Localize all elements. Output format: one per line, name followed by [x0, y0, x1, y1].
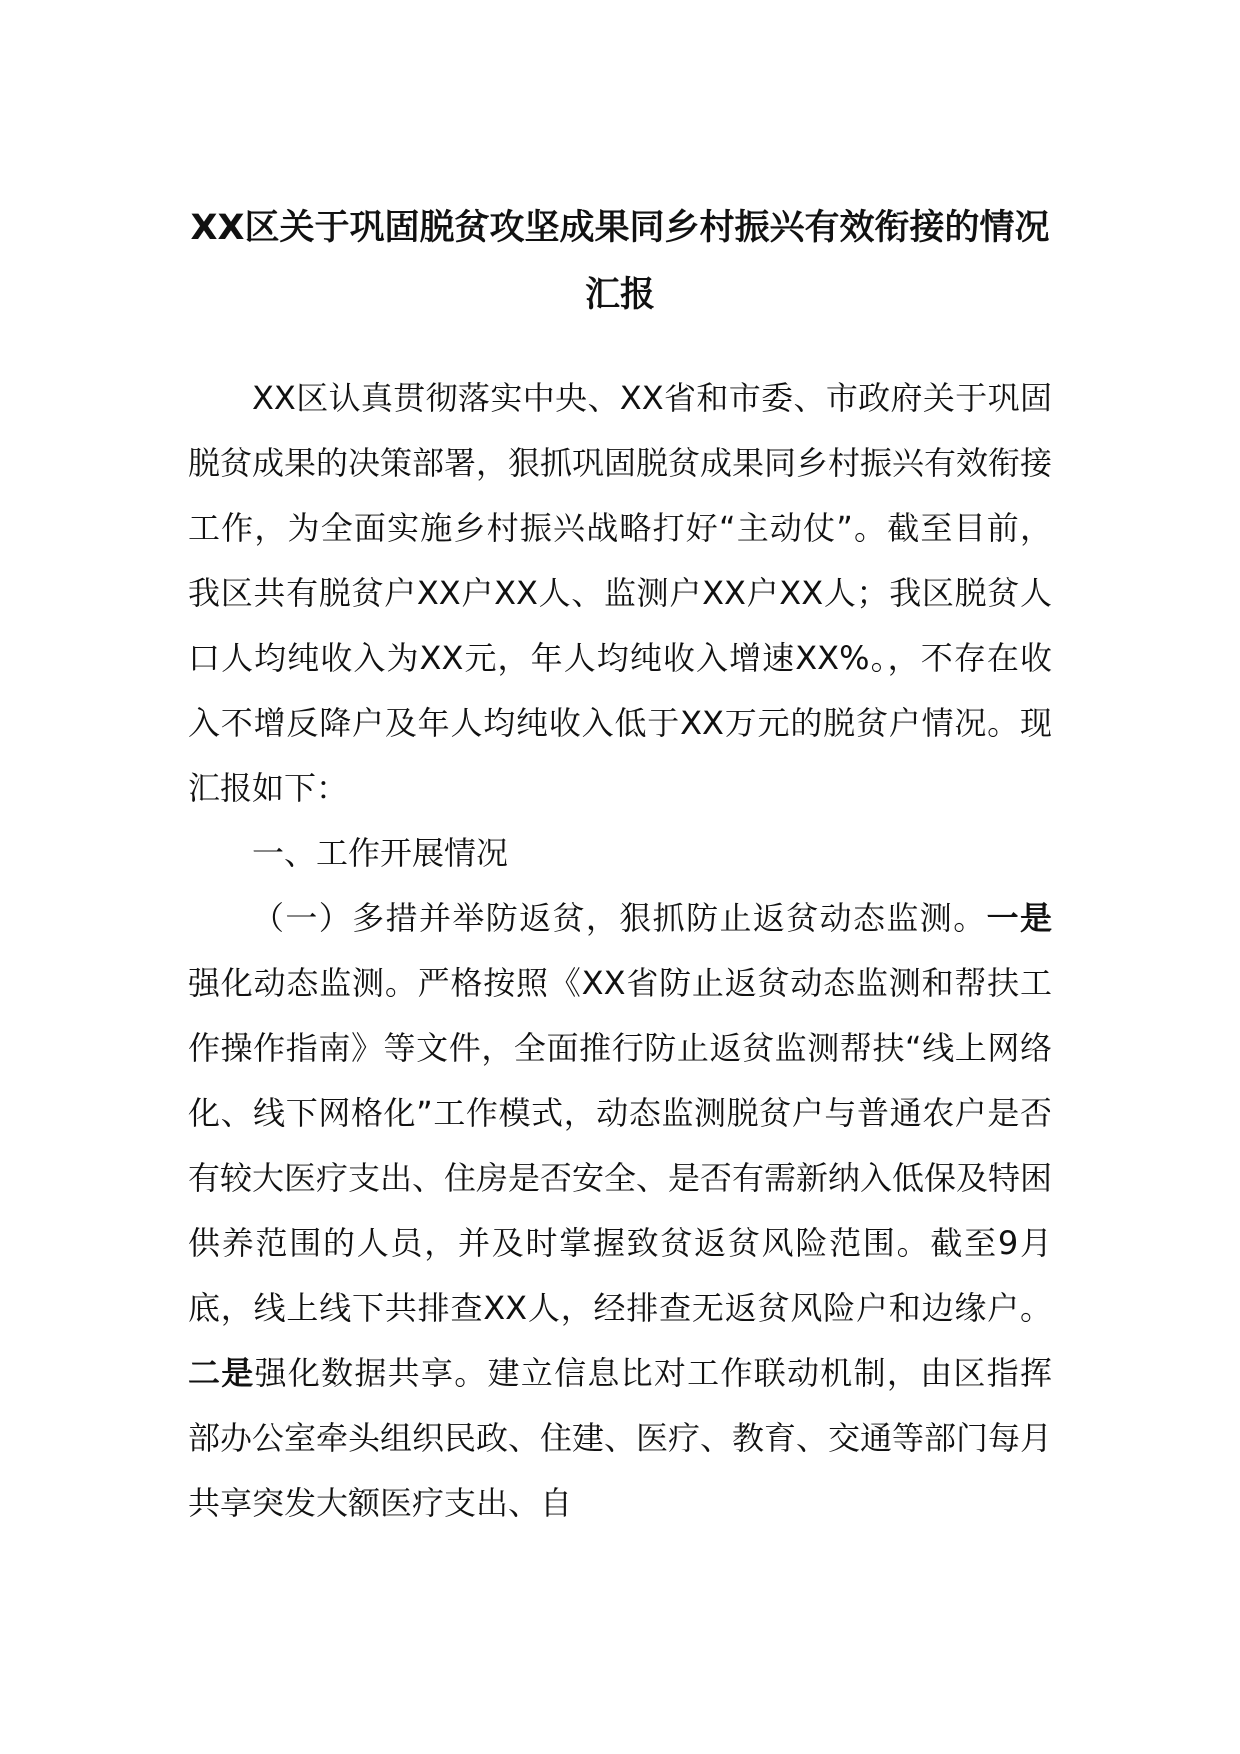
subsection-paragraph — [188, 886, 1052, 1536]
subsection-heading: （一）多措并举防返贫，狠抓防止返贫动态监测。 — [252, 899, 987, 937]
point2-lead: 二是 — [188, 1354, 255, 1392]
section-heading: 一、工作开展情况 — [252, 834, 509, 872]
point1-text: 强化动态监测。严格按照《XX省防止返贫动态监测和帮扶工作操作指南》等文件，全面推行防止返贫监测帮扶“线上网络化、线下网格化”工作模式，动态监测脱贫户与普通农户是否有较大医疗支出、住房是否安全、是否有需新纳入低保及特困供养范围的人员，并及时掌握致贫返贫风险范围。截至9月底，线上线下共排查XX人，经排查无返贫风险户和边缘户。 — [188, 964, 1053, 1327]
intro-paragraph: XX区认真贯彻落实中央、XX省和市委、市政府关于巩固脱贫成果的决策部署，狠抓巩固脱贫成果同乡村振兴有效衔接工作，为全面实施乡村振兴战略打好“主动仗”。截至目前，我区共有脱贫户XX户XX人、监测户XX户XX人；我区脱贫人口人均纯收入为XX元，年人均纯收入增速XX%。，不存在收入不增反降户及年人均纯收入低于XX万元的脱贫户情况。现汇报如下： — [188, 379, 1053, 807]
point1-lead: 一是 — [986, 899, 1052, 937]
document-title: XX区关于巩固脱贫攻坚成果同乡村振兴有效衔接的情况汇报 — [190, 208, 1050, 315]
document-body — [188, 366, 1052, 1536]
point2-text: 强化数据共享。建立信息比对工作联动机制，由区指挥部办公室牵头组织民政、住建、医疗、教育、交通等部门每月共享突发大额医疗支出、自 — [188, 1354, 1053, 1522]
